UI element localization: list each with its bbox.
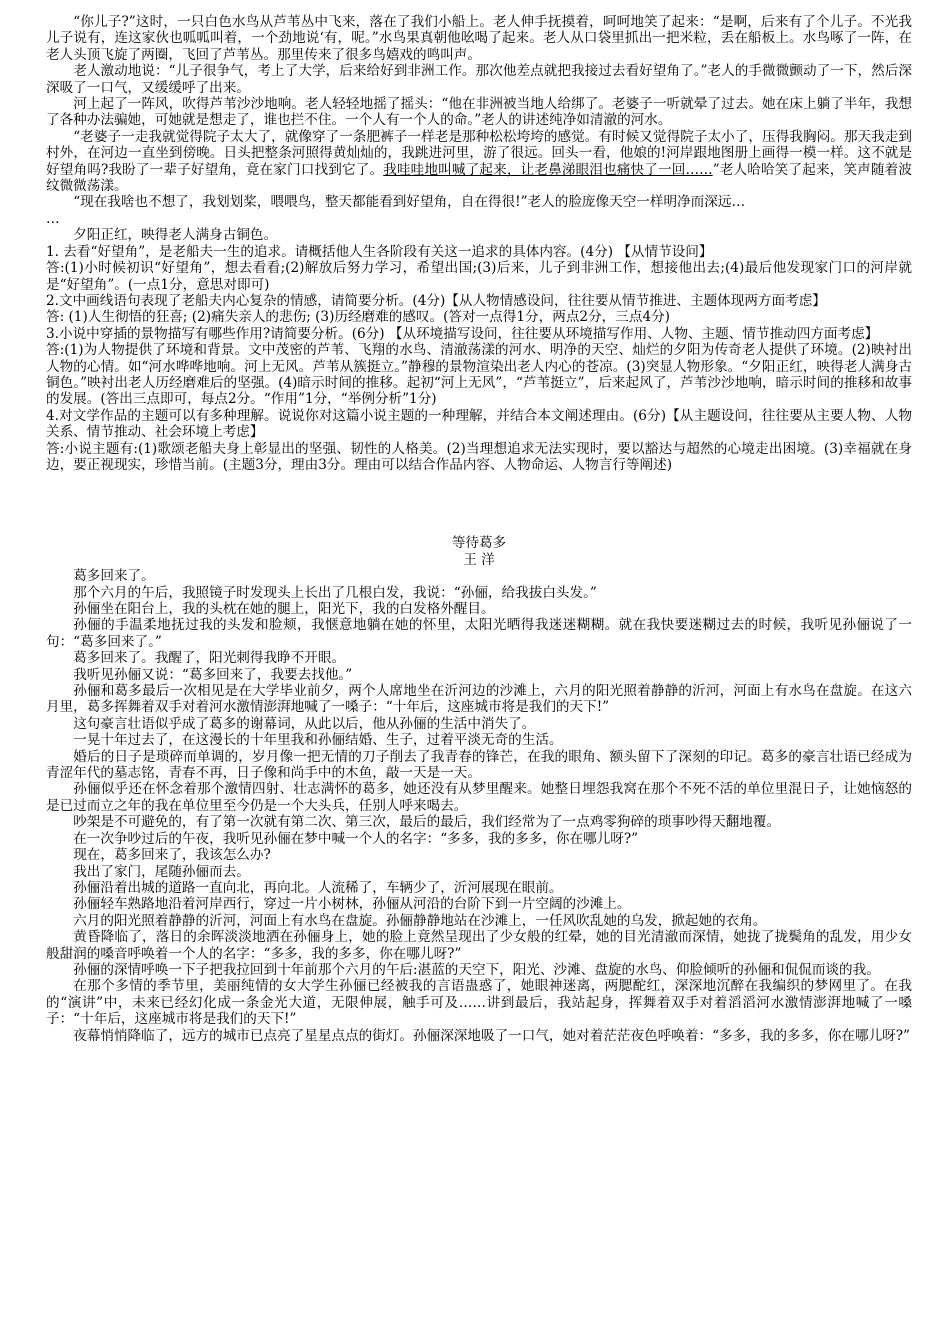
paragraph: 一晃十年过去了，在这漫长的十年里我和孙俪结婚、生子，过着平淡无奇的生活。	[73, 732, 563, 749]
paragraph: 我听见孙俪又说：“葛多回来了，我要去找他。”	[73, 666, 353, 683]
paragraph: 夕阳正红，映得老人满身古铜色。	[73, 227, 278, 244]
paragraph: 这句豪言壮语似乎成了葛多的谢幕词，从此以后，他从孙俪的生活中消失了。	[73, 715, 536, 732]
paragraph: 河上起了一阵风，吹得芦苇沙沙地响。老人轻轻地摇了摇头：“他在非洲被当地人给绑了。老婆子一听就晕了过去。她在床上躺了半年，我想了各种办法骗她，可她就是想走了，谁也拦不住。一个人有一个人的命。”老人的讲述纯净如清澈的河水。	[46, 96, 912, 129]
question: 3.小说中穿插的景物描写有哪些作用?请简要分析。(6分) 【从环境描写设问，往往要从环境描写作用、人物、主题、情节推动四方面考虑】	[46, 325, 879, 342]
question: 4.对文学作品的主题可以有多种理解。说说你对这篇小说主题的一种理解，并结合本文阐述理由。(6分)【从主题设问，往往要从主要人物、人物关系、情节推动、社会环境上考虑】	[46, 407, 912, 441]
story-author: 王 洋	[463, 551, 495, 568]
paragraph: 在那个多情的季节里，美丽纯情的女大学生孙俪已经被我的言语蛊惑了，她眼神迷离，两腮酡红，深深地沉醉在我编织的梦网里了。在我的“演讲”中，未来已经幻化成一条金光大道，无限伸展，触手可及……讲到最后，我站起身，挥舞着双手对着滔滔河水激情澎湃地喊了一嗓子：“十年后，这座城市将是我们的天下!”	[46, 978, 912, 1028]
paragraph: 黄昏降临了，落日的余晖淡淡地洒在孙俪身上，她的脸上竟然呈现出了少女般的红晕，她的目光清澈而深情，她拢了拢鬓角的乱发，用少女般甜润的嗓音呼唤着一个人的名字：“多多，我的多多，你在哪儿呀?”	[46, 929, 912, 962]
paragraph: 葛多回来了。我醒了，阳光刺得我睁不开眼。	[73, 650, 346, 667]
questions-and-answers	[46, 244, 912, 474]
paragraph: 孙俪的手温柔地抚过我的头发和脸颊，我惬意地躺在她的怀里，太阳光晒得我迷迷糊糊。就在我快要迷糊过去的时候，我听见孙俪说了一句：“葛多回来了。”	[46, 617, 912, 650]
paragraph: 夜幕悄悄降临了，远方的城市已点亮了星星点点的街灯。孙俪深深地吸了一口气，她对着茫茫夜色呼唤着：“多多，我的多多，你在哪儿呀?”	[73, 1027, 910, 1044]
paragraph-continuation: …	[46, 210, 60, 227]
reading-passage-2	[46, 535, 912, 1044]
text-run: ”老人哈哈笑了起来，笑声随着波纹微微荡漾。	[46, 161, 912, 195]
paragraph: 婚后的日子是琐碎而单调的，岁月像一把无情的刀子削去了我青春的锋芒，在我的眼角、额头留下了深刻的印记。葛多的豪言壮语已经成为青涩年代的墓志铭，青春不再，日子像和尚手中的木鱼，敲一天是一天。	[46, 748, 912, 782]
paragraph: 在一次争吵过后的午夜，我听见孙俪在梦中喊一个人的名字：“多多，我的多多，你在哪儿呀?”	[73, 830, 639, 847]
answer: 答:小说主题有:(1)歌颂老船夫身上彰显出的坚强、韧性的人格美。(2)当理想追求无法实现时，要以豁达与超然的心境走出困境。(3)幸福就在身边，要正视现实，珍惜当前。(主题3分，理由3分。理由可以结合作品内容、人物命运、人物言行等阐述)	[46, 440, 912, 473]
paragraph: 孙俪的深情呼唤一下子把我拉回到十年前那个六月的午后:湛蓝的天空下，阳光、沙滩、盘旋的水鸟、仰脸倾听的孙俪和侃侃而谈的我。	[73, 961, 880, 978]
paragraph: 孙俪和葛多最后一次相见是在大学毕业前夕，两个人席地坐在沂河边的沙滩上，六月的阳光照着静静的沂河，河面上有水鸟在盘旋。在这六月里，葛多挥舞着双手对着河水激情澎湃地喊了一嗓子：“十年后，这座城市将是我们的天下!”	[46, 683, 912, 716]
text-run: “老婆子一走我就觉得院子太大了，就像穿了一条肥裤子一样老是那种松松垮垮的感觉。有时候又觉得院子太小了，压得我胸闷。那天我走到村外，在河边一直坐到傍晚。日头把整条河照得黄灿灿的，我跳进河里，游了很远。回头一看，他娘的!河岸跟地图册上画得一模一样。这不就是好望角吗?我盼了一辈子好望角，竟在家门口找到它了。	[46, 128, 912, 178]
answer: 答:(1)为人物提供了环境和背景。文中茂密的芦苇、飞翔的水鸟、清澈荡漾的河水、明净的天空、灿烂的夕阳为传奇老人提供了环境。(2)映衬出人物的心情。如“河水哗哗地响。河上无风。芦苇从簇挺立。”静穆的景物渲染出老人内心的苍凉。(3)突显人物形象。“夕阳正红，映得老人满身古铜色。”映衬出老人历经磨难后的坚强。(4)暗示时间的推移。起初“河上无风”，“芦苇挺立”，后来起风了，芦苇沙沙地响，暗示时间的推移和故事的发展。(答出三点即可，每点2分。“作用”1分，“举例分析”1分)	[46, 342, 912, 408]
paragraph: 孙俪轻车熟路地沿着河岸西行，穿过一片小树林，孙俪从河沿的台阶下到一片空阔的沙滩上。	[73, 896, 631, 913]
paragraph: 孙俪似乎还在怀念着那个激情四射、壮志满怀的葛多，她还没有从梦里醒来。她整日埋怨我窝在那个不死不活的单位里混日子，让她恼怒的是已过而立之年的我在单位里至今仍是一个大头兵，任别人呼来喝去。	[46, 781, 912, 814]
paragraph: 老人激动地说：“儿子很争气，考上了大学，后来给好到非洲工作。那次他差点就把我接过去看好望角了。”老人的手微微颤动了一下，然后深深吸了一口气，又缓缓呼了出来。	[46, 63, 912, 96]
question: 2.文中画线语句表现了老船夫内心复杂的情感，请简要分析。(4分)【从人物情感设问，往往要从情节推进、主题体现两方面考虑】	[46, 292, 826, 309]
paragraph: 孙俪沿着出城的道路一直向北，再向北。人流稀了，车辆少了，沂河展现在眼前。	[73, 879, 563, 896]
section-spacer	[46, 473, 912, 535]
paragraph: 六月的阳光照着静静的沂河，河面上有水鸟在盘旋。孙俪静静地站在沙滩上，一任风吹乱她的乌发，掀起她的衣角。	[73, 912, 767, 929]
paragraph: 那个六月的午后，我照镜子时发现头上长出了几根白发，我说：“孙俪，给我拔白头发。”	[73, 584, 597, 601]
paragraph: 孙俪坐在阳台上，我的头枕在她的腿上，阳光下，我的白发格外醒目。	[73, 601, 495, 617]
paragraph: 我出了家门，尾随孙俪而去。	[73, 863, 250, 880]
paragraph-with-underline	[46, 129, 912, 195]
story-title: 等待葛多	[451, 535, 507, 552]
answer: 答: (1)人生彻悟的狂喜; (2)痛失亲人的悲伤; (3)历经磨难的感叹。(答对一点得1分，两点2分，三点4分)	[46, 309, 670, 326]
answer: 答:(1)小时候初识“好望角”，想去看看;(2)解放后努力学习，希望出国;(3)后来，儿子到非洲工作，想接他出去;(4)最后他发现家门口的河岸就是“好望角”。(一点1分，意思对即可)	[46, 260, 912, 293]
paragraph: 吵架是不可避免的，有了第一次就有第二次、第三次，最后的最后，我们经常为了一点鸡零狗碎的琐事吵得天翻地覆。	[73, 814, 781, 831]
question: 1. 去看“好望角”，是老船夫一生的追求。请概括他人生各阶段有关这一追求的具体内容。(4分) 【从情节设问】	[46, 243, 713, 260]
reading-passage-1	[46, 14, 912, 244]
paragraph: “现在我啥也不想了，我划划桨，喂喂鸟，整天都能看到好望角，自在得很!”老人的脸庞像天空一样明净而深远…	[73, 194, 746, 211]
paragraph: 现在，葛多回来了，我该怎么办?	[73, 847, 271, 864]
paragraph: “你儿子?”这时，一只白色水鸟从芦苇丛中飞来，落在了我们小船上。老人伸手抚摸着，呵呵地笑了起来：“是啊，后来有了个儿子。不光我儿子说有，连这家伙也呱呱叫着，一个劲地说‘有，呢。”水鸟果真朝他吆喝了起来。老人从口袋里抓出一把米粒，丢在船板上。水鸟啄了一阵，在老人头顶飞旋了两圈，飞回了芦苇丛。那里传来了很多鸟嬉戏的鸣叫声。	[46, 14, 912, 63]
paragraph: 葛多回来了。	[73, 568, 155, 585]
underlined-sentence: 我哇哇地叫喊了起来，让老鼻涕眼泪也痛快了一回……	[383, 161, 713, 178]
